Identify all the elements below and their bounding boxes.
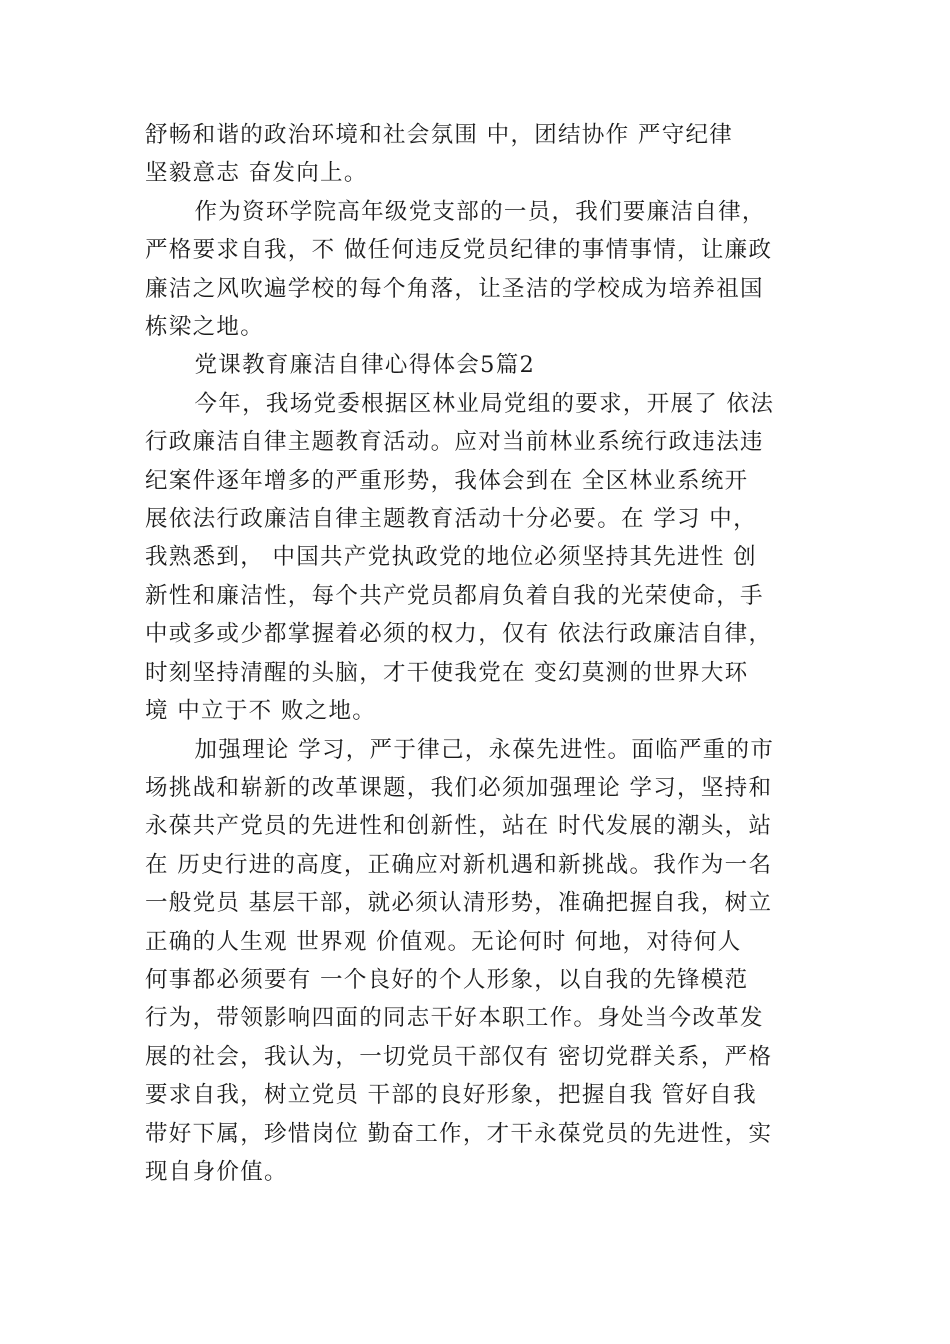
text-line: 今年，我场党委根据区林业局党组的要求，开展了 依法 (194, 390, 775, 417)
text-line: 永葆共产党员的先进性和创新性，站在 时代发展的潮头，站 (145, 813, 773, 840)
text-line: 带好下属，珍惜岗位 勤奋工作，才干永葆党员的先进性，实 (145, 1120, 773, 1147)
text-line: 展依法行政廉洁自律主题教育活动十分必要。在 学习 中， (145, 506, 757, 533)
text-line: 一般党员 基层干部，就必须认清形势，准确把握自我，树立 (145, 890, 773, 917)
text-line: 加强理论 学习，严于律己，永葆先进性。面临严重的市 (194, 736, 775, 763)
text-line: 作为资环学院高年级党支部的一员，我们要廉洁自律， (194, 198, 766, 225)
text-line: 舒畅和谐的政治环境和社会氛围 中，团结协作 严守纪律 (145, 122, 734, 148)
paragraph-continuation (145, 116, 805, 193)
text-line: 栋梁之地。 (145, 314, 265, 341)
text-line: 行为，带领影响四面的同志干好本职工作。身处当今改革发 (145, 1005, 764, 1032)
text-line: 坚毅意志 奋发向上。 (145, 160, 368, 187)
paragraph-theme-education (145, 385, 805, 731)
text-line: 现自身价值。 (145, 1158, 288, 1185)
text-line: 廉洁之风吹遍学校的每个角落，让圣洁的学校成为培养祖国 (145, 275, 764, 302)
text-line: 我熟悉到， 中国共产党执政党的地位必须坚持其先进性 创 (145, 544, 757, 571)
text-line: 严格要求自我，不 做任何违反党员纪律的事情事情，让廉政 (145, 237, 773, 264)
text-line: 新性和廉洁性，每个共产党员都肩负着自我的光荣使命，手 (145, 582, 764, 609)
text-line: 时刻坚持清醒的头脑，才干使我党在 变幻莫测的世界大环 (145, 659, 749, 686)
text-line: 何事都必须要有 一个良好的个人形象，以自我的先锋模范 (145, 966, 749, 993)
document-body (145, 116, 805, 1191)
text-line: 境 中立于不 败之地。 (145, 698, 377, 725)
text-line: 行政廉洁自律主题教育活动。应对当前林业系统行政违法违 (145, 429, 764, 456)
text-line: 在 历史行进的高度，正确应对新机遇和新挑战。我作为一名 (145, 851, 773, 878)
text-line: 要求自我，树立党员 干部的良好形象，把握自我 管好自我 (145, 1082, 757, 1109)
text-line: 中或多或少都掌握着必须的权力，仅有 依法行政廉洁自律， (145, 621, 773, 648)
text-line: 场挑战和崭新的改革课题，我们必须加强理论 学习，坚持和 (145, 774, 773, 801)
paragraph-member-duty (145, 193, 805, 347)
text-line: 纪案件逐年增多的严重形势，我体会到在 全区林业系统开 (145, 467, 749, 494)
text-line: 展的社会，我认为，一切党员干部仅有 密切党群关系，严格 (145, 1043, 773, 1070)
text-line: 正确的人生观 世界观 价值观。无论何时 何地，对待何人 (145, 928, 742, 955)
section-heading: 党课教育廉洁自律心得体会5篇2 (194, 352, 536, 379)
paragraph-theory-study (145, 731, 805, 1192)
